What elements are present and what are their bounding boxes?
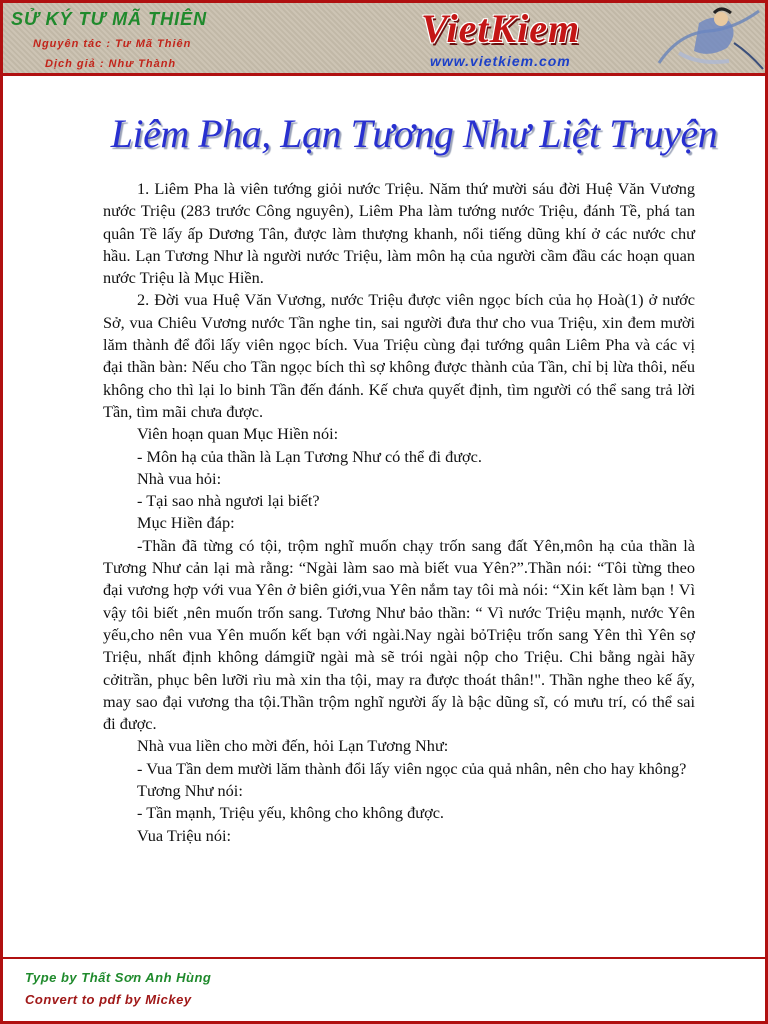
site-url: www.vietkiem.com (430, 53, 571, 69)
paragraph: Nhà vua liền cho mời đến, hỏi Lạn Tương Như: (137, 736, 449, 756)
paragraph: Nhà vua hỏi: (137, 468, 222, 488)
paragraph: - Vua Tần dem mười lăm thành đổi lấy viên ngọc của quả nhân, nên cho hay không? (137, 758, 687, 778)
chapter-title: Liêm Pha, Lạn Tương Như Liệt Truyện (110, 111, 718, 156)
paragraph: - Tại sao nhà ngươi lại biết? (137, 491, 320, 511)
paragraph: Viên hoạn quan Mục Hiền nói: (137, 424, 339, 444)
paragraph: Tương Như nói: (137, 781, 243, 801)
translator-line: Dịch giả : Như Thành (45, 58, 177, 70)
paragraph: - Tần mạnh, Triệu yếu, không cho không được. (137, 803, 444, 823)
converted-by-credit: Convert to pdf by Mickey (25, 992, 192, 1007)
vietkiem-logo: VietKiem (421, 6, 581, 51)
author-line: Nguyên tác : Tư Mã Thiên (33, 38, 192, 50)
swordsman-illustration-icon (639, 3, 765, 73)
paragraph: 2. Đời vua Huệ Văn Vương, nước Triệu được viên ngọc bích của họ Hoà(1) ở nước Sở, vua Chiêu Vương nước Tần nghe tin, sai người đưa thư cho vua Triệu, xin đem mười lăm thành để đổi lấy viên ngọc bích. Vua Triệu cùng đại tướng quân Liêm Pha và các vị đại thần bàn: Nếu cho Tần ngọc bích thì sợ không được thành của Tần, chỉ bị lừa thôi, nếu không cho thì lại lo binh Tần đến đánh. Kế chưa quyết định, tìm người có thể sang trả lời Tần, tìm mãi chưa được. (103, 290, 695, 421)
paragraph: Vua Triệu nói: (137, 825, 232, 845)
paragraph: - Môn hạ của thần là Lạn Tương Như có thể đi được. (137, 446, 482, 466)
typed-by-credit: Type by Thất Sơn Anh Hùng (25, 970, 212, 985)
header-banner (3, 3, 765, 73)
footer-divider (3, 957, 765, 959)
book-title: SỬ KÝ TƯ MÃ THIÊN (11, 9, 208, 29)
paragraph: Mục Hiền đáp: (137, 513, 235, 533)
header-divider (3, 73, 765, 76)
chapter-body (103, 178, 695, 847)
paragraph: 1. Liêm Pha là viên tướng giỏi nước Triệu. Năm thứ mười sáu đời Huệ Văn Vương nước Triệu (283 trước Công nguyên), Liêm Pha làm tướng nước Triệu, đánh Tề, phá tan quân Tề lấy ấp Dương Tân, được làm thượng khanh, nổi tiếng dũng khí ở các nước chư hầu. Lạn Tương Như là người nước Triệu, làm môn hạ của người cầm đầu các hoạn quan nước Triệu là Mục Hiền. (103, 179, 695, 288)
paragraph: -Thần đã từng có tội, trộm nghĩ muốn chạy trốn sang đất Yên,môn hạ của thần là Tương Như cản lại mà rằng: “Ngài làm sao mà biết vua Yên?”.Thần nói: “Tôi từng theo đại vương hợp với vua Yên ở biên giới,vua Yên nắm tay tôi mà nói: “Xin kết làm bạn ! Vì vậy tôi biết ,nên muốn trốn sang. Tương Như bảo thần: “ Vì nước Triệu mạnh, nước Yên yếu,cho nên vua Yên muốn kết bạn với ngài.Nay ngài bỏTriệu trốn sang Yên thì Yên sợ Triệu, nhất định không dámgiữ ngài mà sẽ trói ngài nộp cho Triệu. Chi bằng ngài hãy cởitrần, phục bên lưỡi rìu mà xin tha tội, may ra được thoát thân!". Thần nghe theo kế ấy, may sao đại vương tha tội.Thần trộm nghĩ người ấy là bậc dũng sĩ, có mưu trí, có thể sai đi được. (103, 535, 695, 734)
